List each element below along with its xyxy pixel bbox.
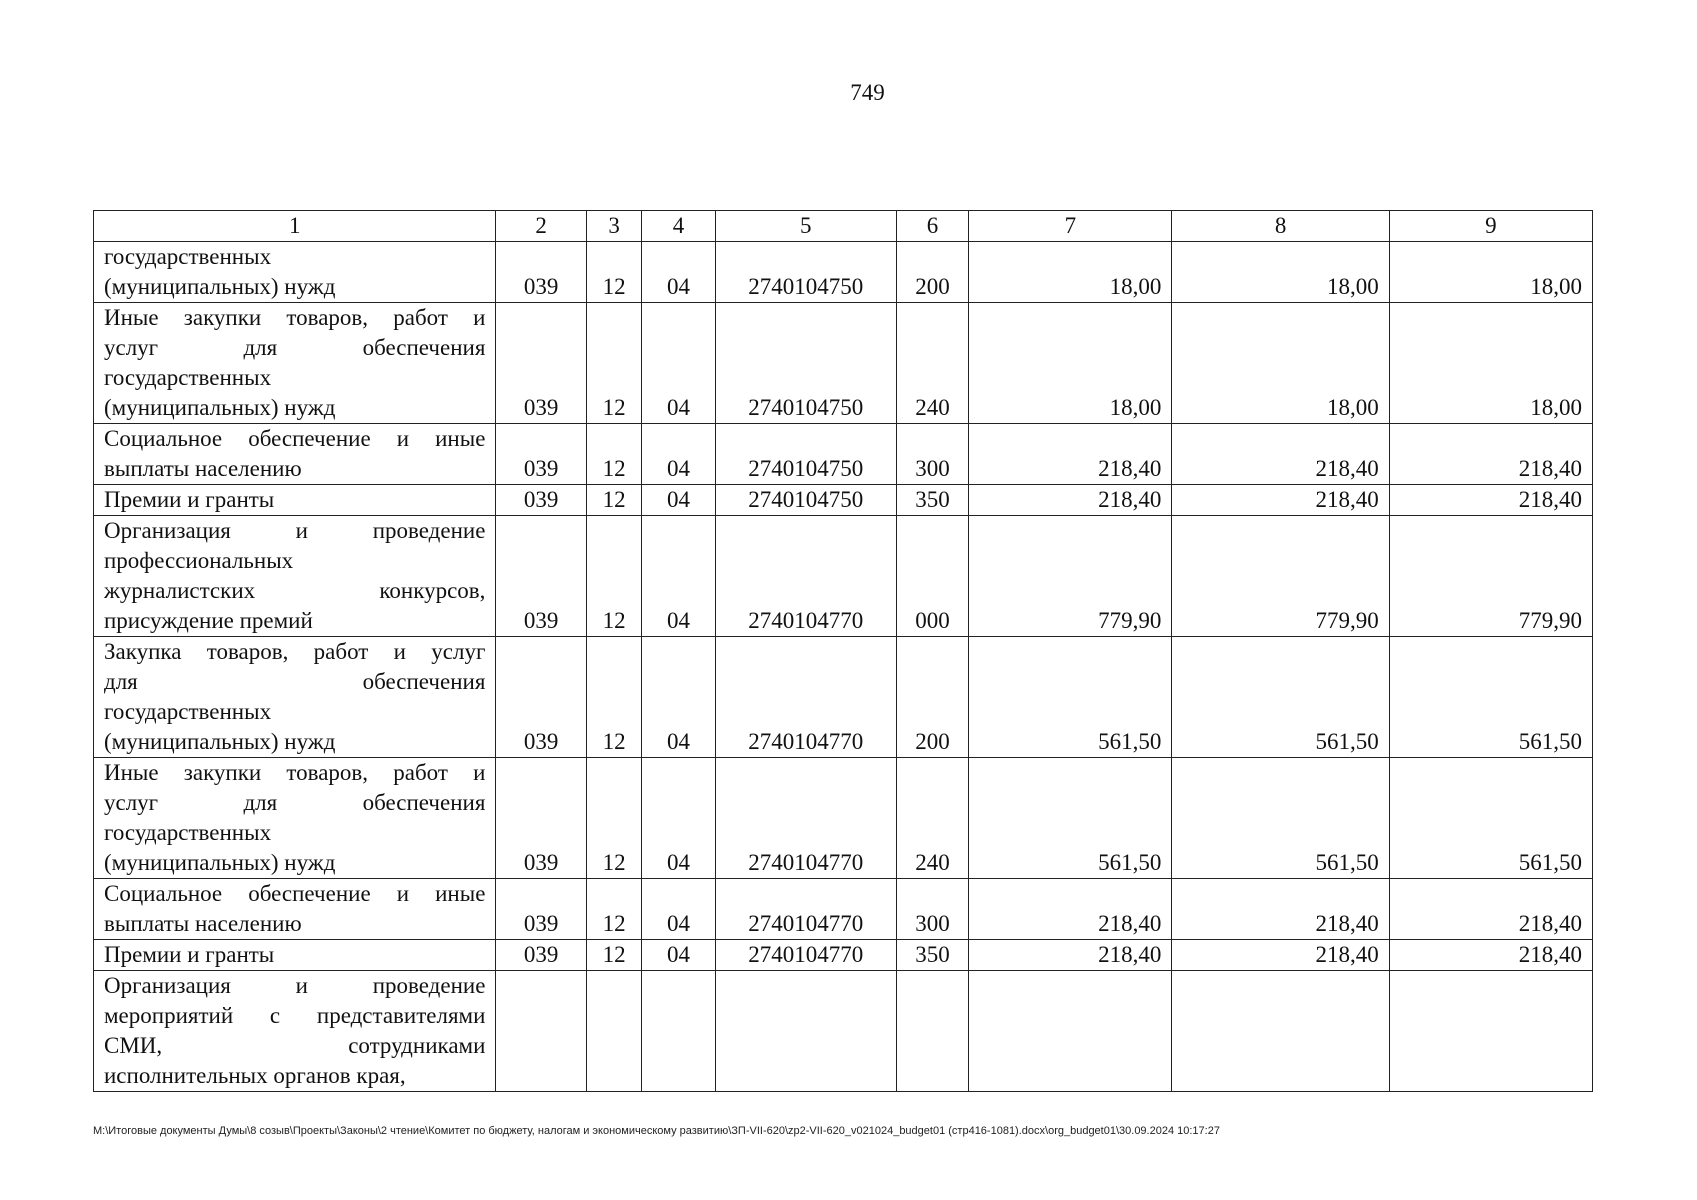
column-header: 2 (496, 211, 587, 242)
cell-col-5: 2740104770 (715, 940, 896, 971)
cell-col-6: 350 (896, 940, 968, 971)
cell-col-3 (586, 971, 641, 1092)
row-name-cell (94, 516, 496, 637)
cell-col-9: 218,40 (1389, 879, 1592, 940)
cell-col-4: 04 (642, 516, 715, 637)
cell-col-9: 779,90 (1389, 516, 1592, 637)
cell-col-6: 200 (896, 242, 968, 303)
cell-col-9: 218,40 (1389, 485, 1592, 516)
cell-col-6: 350 (896, 485, 968, 516)
cell-col-8: 218,40 (1172, 485, 1389, 516)
cell-col-5: 2740104750 (715, 485, 896, 516)
table-row (94, 424, 1593, 485)
cell-col-3: 12 (586, 303, 641, 424)
row-name-line: Закупка товаров, работ и услуг (104, 639, 486, 664)
cell-col-7: 218,40 (969, 879, 1172, 940)
row-name-cell (94, 971, 496, 1092)
cell-col-5 (715, 971, 896, 1092)
cell-col-7: 779,90 (969, 516, 1172, 637)
column-header: 1 (94, 211, 496, 242)
cell-col-9 (1389, 971, 1592, 1092)
row-name-cell (94, 940, 496, 971)
cell-col-9: 561,50 (1389, 758, 1592, 879)
cell-col-2: 039 (496, 758, 587, 879)
cell-col-6: 300 (896, 424, 968, 485)
row-name-line: Премии и гранты (104, 487, 275, 512)
cell-col-5: 2740104750 (715, 242, 896, 303)
table-row (94, 758, 1593, 879)
cell-col-2: 039 (496, 242, 587, 303)
row-name-line: Иные закупки товаров, работ и (104, 760, 486, 785)
table-row (94, 637, 1593, 758)
cell-col-8: 218,40 (1172, 879, 1389, 940)
row-name-line: мероприятий с представителями (104, 1003, 486, 1028)
table-row (94, 242, 1593, 303)
cell-col-3: 12 (586, 940, 641, 971)
cell-col-7: 561,50 (969, 637, 1172, 758)
column-header: 8 (1172, 211, 1389, 242)
cell-col-2: 039 (496, 879, 587, 940)
column-header: 4 (642, 211, 715, 242)
table-row (94, 940, 1593, 971)
table-row (94, 516, 1593, 637)
cell-col-5: 2740104770 (715, 637, 896, 758)
cell-col-8: 779,90 (1172, 516, 1389, 637)
cell-col-3: 12 (586, 424, 641, 485)
footer-file-path: M:\Итоговые документы Думы\8 созыв\Проекты\Законы\2 чтение\Комитет по бюджету, налогам и экономическому развитию\ЗП-VII-620\zp2-VII-620_v021024_budget01 (стр416-1081).docx\org_budget01\30.09.2024 10:17:27 (93, 1125, 1220, 1137)
row-name-line: услуг для обеспечения (104, 335, 486, 360)
column-header: 5 (715, 211, 896, 242)
row-name-line: Организация и проведение (104, 973, 486, 998)
row-name-line: Социальное обеспечение и иные (104, 426, 486, 451)
cell-col-2: 039 (496, 303, 587, 424)
row-name-cell (94, 485, 496, 516)
row-name-line: (муниципальных) нужд (104, 729, 336, 754)
cell-col-4: 04 (642, 940, 715, 971)
cell-col-5: 2740104770 (715, 879, 896, 940)
cell-col-7: 218,40 (969, 940, 1172, 971)
cell-col-9: 218,40 (1389, 940, 1592, 971)
row-name-line: исполнительных органов края, (104, 1063, 406, 1088)
row-name-cell (94, 637, 496, 758)
cell-col-2: 039 (496, 940, 587, 971)
cell-col-3: 12 (586, 242, 641, 303)
cell-col-7: 218,40 (969, 485, 1172, 516)
table-row (94, 485, 1593, 516)
table-row (94, 879, 1593, 940)
row-name-cell (94, 424, 496, 485)
row-name-line: Иные закупки товаров, работ и (104, 305, 486, 330)
row-name-line: выплаты населению (104, 911, 302, 936)
cell-col-4: 04 (642, 879, 715, 940)
table-body (94, 242, 1593, 1092)
cell-col-3: 12 (586, 637, 641, 758)
cell-col-5: 2740104770 (715, 516, 896, 637)
row-name-line: выплаты населению (104, 456, 302, 481)
row-name-cell (94, 879, 496, 940)
column-header: 7 (969, 211, 1172, 242)
cell-col-8: 18,00 (1172, 303, 1389, 424)
row-name-line: (муниципальных) нужд (104, 274, 336, 299)
cell-col-6: 300 (896, 879, 968, 940)
row-name-line: присуждение премий (104, 608, 313, 633)
cell-col-3: 12 (586, 879, 641, 940)
cell-col-6: 200 (896, 637, 968, 758)
cell-col-7: 18,00 (969, 303, 1172, 424)
cell-col-6: 240 (896, 303, 968, 424)
row-name-cell (94, 758, 496, 879)
row-name-line: СМИ, сотрудниками (104, 1033, 486, 1058)
cell-col-4: 04 (642, 242, 715, 303)
page-number: 749 (850, 80, 885, 105)
budget-table (93, 210, 1593, 1092)
cell-col-3: 12 (586, 485, 641, 516)
row-name-line: государственных (104, 820, 272, 845)
cell-col-8: 218,40 (1172, 940, 1389, 971)
cell-col-4: 04 (642, 637, 715, 758)
cell-col-8: 561,50 (1172, 758, 1389, 879)
row-name-line: Социальное обеспечение и иные (104, 881, 486, 906)
cell-col-3: 12 (586, 758, 641, 879)
table-row (94, 971, 1593, 1092)
column-header: 6 (896, 211, 968, 242)
cell-col-2: 039 (496, 485, 587, 516)
cell-col-9: 18,00 (1389, 303, 1592, 424)
cell-col-9: 218,40 (1389, 424, 1592, 485)
cell-col-2: 039 (496, 516, 587, 637)
cell-col-9: 561,50 (1389, 637, 1592, 758)
table-row (94, 303, 1593, 424)
row-name-line: государственных (104, 699, 272, 724)
cell-col-4 (642, 971, 715, 1092)
cell-col-7: 218,40 (969, 424, 1172, 485)
cell-col-7 (969, 971, 1172, 1092)
row-name-cell (94, 303, 496, 424)
cell-col-8 (1172, 971, 1389, 1092)
cell-col-4: 04 (642, 758, 715, 879)
cell-col-6: 000 (896, 516, 968, 637)
row-name-line: журналистских конкурсов, (104, 578, 486, 603)
cell-col-5: 2740104750 (715, 424, 896, 485)
cell-col-8: 561,50 (1172, 637, 1389, 758)
row-name-line: профессиональных (104, 548, 294, 573)
row-name-line: государственных (104, 365, 272, 390)
cell-col-6 (896, 971, 968, 1092)
cell-col-4: 04 (642, 485, 715, 516)
row-name-line: (муниципальных) нужд (104, 850, 336, 875)
row-name-line: государственных (104, 244, 272, 269)
cell-col-4: 04 (642, 424, 715, 485)
cell-col-8: 18,00 (1172, 242, 1389, 303)
header-row (94, 211, 1593, 242)
row-name-line: услуг для обеспечения (104, 790, 486, 815)
cell-col-7: 18,00 (969, 242, 1172, 303)
row-name-line: (муниципальных) нужд (104, 395, 336, 420)
cell-col-9: 18,00 (1389, 242, 1592, 303)
row-name-line: для обеспечения (104, 669, 486, 694)
cell-col-2: 039 (496, 424, 587, 485)
row-name-line: Премии и гранты (104, 942, 275, 967)
row-name-cell (94, 242, 496, 303)
cell-col-2 (496, 971, 587, 1092)
row-name-line: Организация и проведение (104, 518, 486, 543)
column-header: 3 (586, 211, 641, 242)
cell-col-4: 04 (642, 303, 715, 424)
cell-col-2: 039 (496, 637, 587, 758)
cell-col-8: 218,40 (1172, 424, 1389, 485)
cell-col-7: 561,50 (969, 758, 1172, 879)
cell-col-5: 2740104770 (715, 758, 896, 879)
cell-col-5: 2740104750 (715, 303, 896, 424)
cell-col-6: 240 (896, 758, 968, 879)
cell-col-3: 12 (586, 516, 641, 637)
column-header: 9 (1389, 211, 1592, 242)
